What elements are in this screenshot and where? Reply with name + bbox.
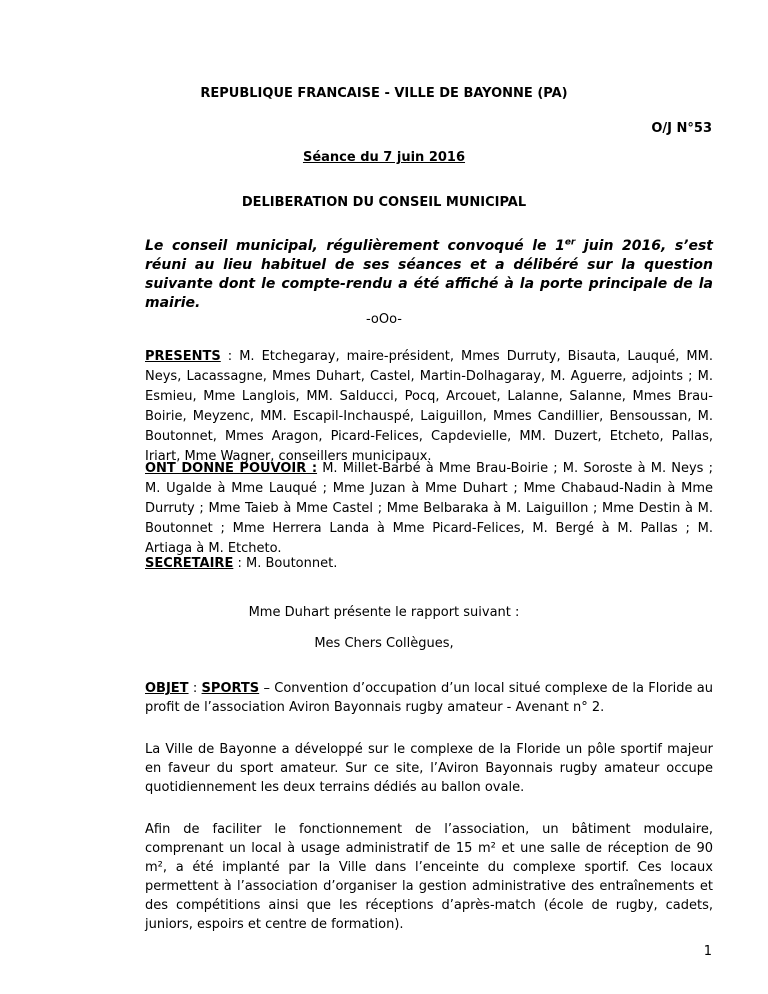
agenda-number: O/J N°53	[651, 121, 712, 136]
objet-category: SPORTS	[201, 681, 260, 696]
body-paragraph-2: Afin de faciliter le fonctionnement de l’association, un bâtiment modulaire, comprenant un local à usage administratif de 15 m² et une salle de réception de 90 m², a été implanté par la Ville dans l’enceinte du complexe sportif. Ces locaux permettent à l’association d’organiser la gestion administrative des entraînements et des compétitions ainsi que les réceptions d’après-match (école de rugby, cadets, juniors, espoirs et centre de formation).	[145, 822, 713, 932]
body-paragraph-1: La Ville de Bayonne a développé sur le complexe de la Floride un pôle sportif majeur en faveur du sport amateur. Sur ce site, l’Aviron Bayonnais rugby amateur occupe quotidiennement les deux terrains dédiés au ballon ovale.	[145, 742, 713, 795]
presents-paragraph	[145, 347, 713, 467]
intro-superscript: er	[564, 237, 576, 248]
objet-text: – Convention d’occupation d’un local situé complexe de la Floride au profit de l’association Aviron Bayonnais rugby amateur - Avenant n° 2.	[145, 681, 713, 715]
objet-separator: :	[188, 681, 202, 696]
session-date: Séance du 7 juin 2016	[302, 150, 466, 165]
presents-label: PRESENTS	[145, 349, 221, 364]
pouvoir-text: M. Millet-Barbé à Mme Brau-Boirie ; M. Soroste à M. Neys ; M. Ugalde à Mme Lauqué ; Mme Juzan à Mme Duhart ; Mme Chabaud-Nadin à Mme Durruty ; Mme Taieb à Mme Castel ; Mme Belbaraka à M. Laiguillon ; Mme Destin à M. Boutonnet ; Mme Herrera Landa à Mme Picard-Felices, M. Bergé à M. Pallas ; M. Artiaga à M. Etcheto.	[145, 461, 713, 556]
deliberation-heading: DELIBERATION DU CONSEIL MUNICIPAL	[241, 195, 527, 210]
page-number: 1	[703, 944, 712, 959]
intro-paragraph	[145, 237, 713, 313]
separator: -oOo-	[365, 312, 402, 327]
intro-text-start: Le conseil municipal, régulièrement convoqué le 1	[145, 238, 565, 254]
document-header-title: REPUBLIQUE FRANCAISE - VILLE DE BAYONNE (PA)	[200, 86, 568, 101]
secretaire-label: SECRETAIRE	[145, 556, 234, 571]
objet-paragraph	[145, 679, 713, 717]
objet-label: OBJET	[145, 681, 189, 696]
pouvoir-paragraph	[145, 459, 713, 559]
secretaire-line	[145, 556, 337, 572]
rapport-line: Mme Duhart présente le rapport suivant :	[248, 605, 520, 620]
secretaire-text: : M. Boutonnet.	[233, 556, 338, 571]
salutation-line: Mes Chers Collègues,	[314, 636, 454, 651]
pouvoir-label: ONT DONNE POUVOIR :	[145, 461, 318, 476]
intro-text-end: juin 2016, s’est réuni au lieu habituel de ses séances et a délibéré sur la question suivante dont le compte-rendu a été affiché à la porte principale de la mairie.	[145, 238, 713, 311]
presents-text: : M. Etchegaray, maire-président, Mmes Durruty, Bisauta, Lauqué, MM. Neys, Lacassagne, Mmes Duhart, Castel, Martin-Dolhagaray, M. Aguerre, adjoints ; M. Esmieu, Mme Langlois, MM. Salducci, Pocq, Arcouet, Lalanne, Salanne, Mmes Brau-Boirie, Meyzenc, MM. Escapil-Inchauspé, Laiguillon, Mmes Candillier, Bensoussan, M. Boutonnet, Mmes Aragon, Picard-Felices, Capdevielle, MM. Duzert, Etcheto, Pallas, Iriart, Mme Wagner, conseillers municipaux.	[145, 349, 713, 464]
